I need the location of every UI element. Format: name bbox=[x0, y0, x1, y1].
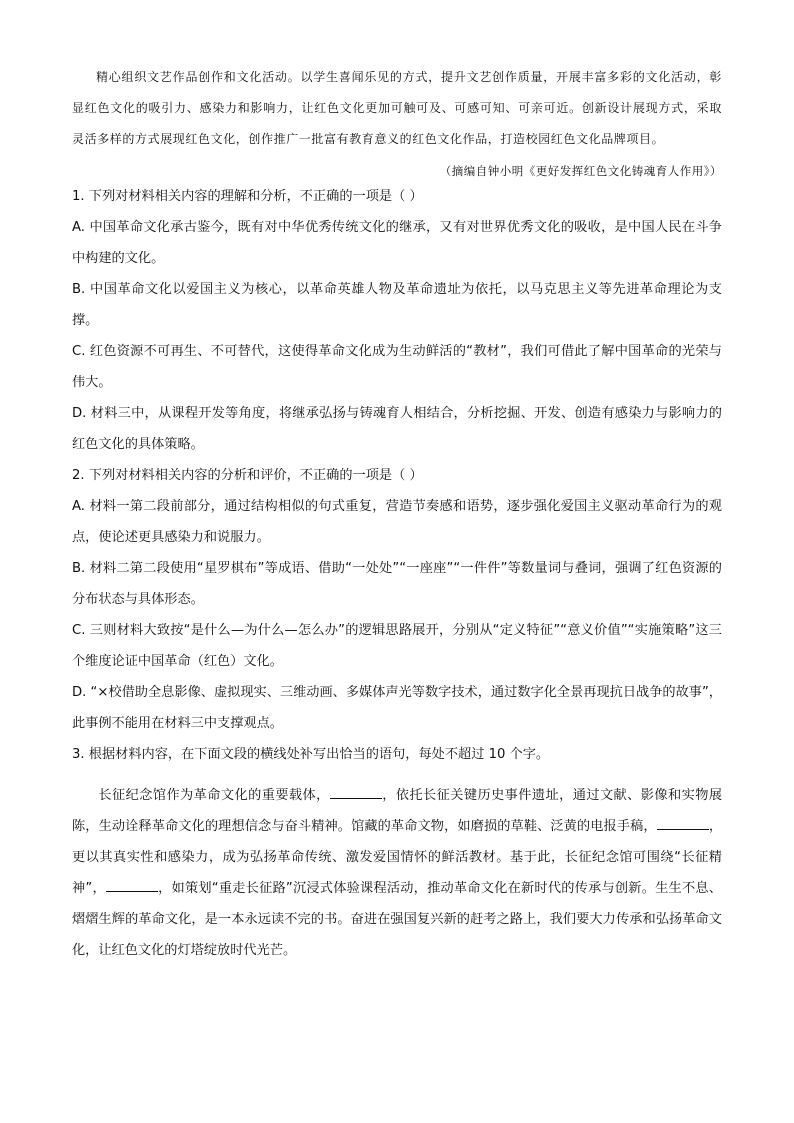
question-1 bbox=[72, 181, 722, 460]
answer-blank-3[interactable] bbox=[106, 877, 158, 892]
question-2 bbox=[72, 460, 722, 739]
intro-paragraph: 精心组织文艺作品创作和文化活动。以学生喜闻乐见的方式，提升文艺创作质量，开展丰富多彩的文化活动，彰显红色文化的吸引力、感染力和影响力，让红色文化更加可触可及、可感可知、可亲可近。创新设计展现方式，采取灵活多样的方式展现红色文化，创作推广一批富有教育意义的红色文化作品，打造校园红色文化品牌项目。 bbox=[72, 70, 722, 146]
passage-text: ，依托长征关键历史事件遗址，通过文献、影像和实物展陈，生动诠释革命文化的理想信念与奋斗精神。馆藏的革命文物，如磨损的草鞋、泛黄的电报手稿， bbox=[72, 788, 723, 834]
question-stem: 3. 根据材料内容，在下面文段的横线处补写出恰当的语句，每处不超过 10 个字。 bbox=[72, 747, 550, 762]
option-d: D. 材料三中，从课程开发等角度，将继承弘扬与铸魂育人相结合，分析挖掘、开发、创造有感染力与影响力的红色文化的具体策略。 bbox=[72, 406, 722, 452]
option-c: C. 三则材料大致按“是什么—为什么—怎么办”的逻辑思路展开，分别从“定义特征”“意义价值”“实施策略”这三个维度论证中国革命（红色）文化。 bbox=[72, 623, 722, 669]
passage-text: ，如策划“重走长征路”沉浸式体验课程活动，推动革命文化在新时代的传承与创新。生生不息、熠熠生辉的革命文化，是一本永远读不完的书。奋进在强国复兴新的赶考之路上，我们要大力传承和弘扬革命文化，让红色文化的灯塔绽放时代光芒。 bbox=[72, 881, 722, 958]
option-a: A. 材料一第二段前部分，通过结构相似的句式重复，营造节奏感和语势，逐步强化爱国主义驱动革命行为的观点，使论述更具感染力和说服力。 bbox=[72, 499, 722, 545]
document-page bbox=[72, 62, 722, 966]
source-citation: （摘编自钟小明《更好发挥红色文化铸魂育人作用》） bbox=[439, 164, 722, 178]
question-stem: 1. 下列对材料相关内容的理解和分析，不正确的一项是（ ） bbox=[72, 189, 423, 204]
option-d: D. “×校借助全息影像、虚拟现实、三维动画、多媒体声光等数字技术，通过数字化全景再现抗日战争的故事”，此事例不能用在材料三中支撑观点。 bbox=[72, 685, 722, 731]
option-b: B. 中国革命文化以爱国主义为核心，以革命英雄人物及革命遗址为依托，以马克思主义等先进革命理论为支撑。 bbox=[72, 282, 722, 328]
passage-text: 长征纪念馆作为革命文化的重要载体， bbox=[98, 788, 330, 803]
answer-blank-1[interactable] bbox=[330, 784, 382, 799]
option-b: B. 材料二第二段使用“星罗棋布”等成语、借助“一处处”“一座座”“一件件”等数量词与叠词，强调了红色资源的分布状态与具体形态。 bbox=[72, 561, 722, 607]
question-stem: 2. 下列对材料相关内容的分析和评价，不正确的一项是（ ） bbox=[72, 468, 423, 483]
answer-blank-2[interactable] bbox=[657, 815, 709, 830]
option-c: C. 红色资源不可再生、不可替代，这使得革命文化成为生动鲜活的“教材”，我们可借此了解中国革命的光荣与伟大。 bbox=[72, 344, 722, 390]
passage-text: ，更以其真实性和感染力，成为弘扬革命传统、激发爱国情怀的鲜活教材。基于此，长征纪念馆可围绕“长征精神”， bbox=[72, 819, 723, 896]
question-3 bbox=[72, 739, 722, 966]
fill-in-passage bbox=[72, 780, 722, 966]
option-a: A. 中国革命文化承古鉴今，既有对中华优秀传统文化的继承，又有对世界优秀文化的吸收，是中国人民在斗争中构建的文化。 bbox=[72, 220, 722, 266]
